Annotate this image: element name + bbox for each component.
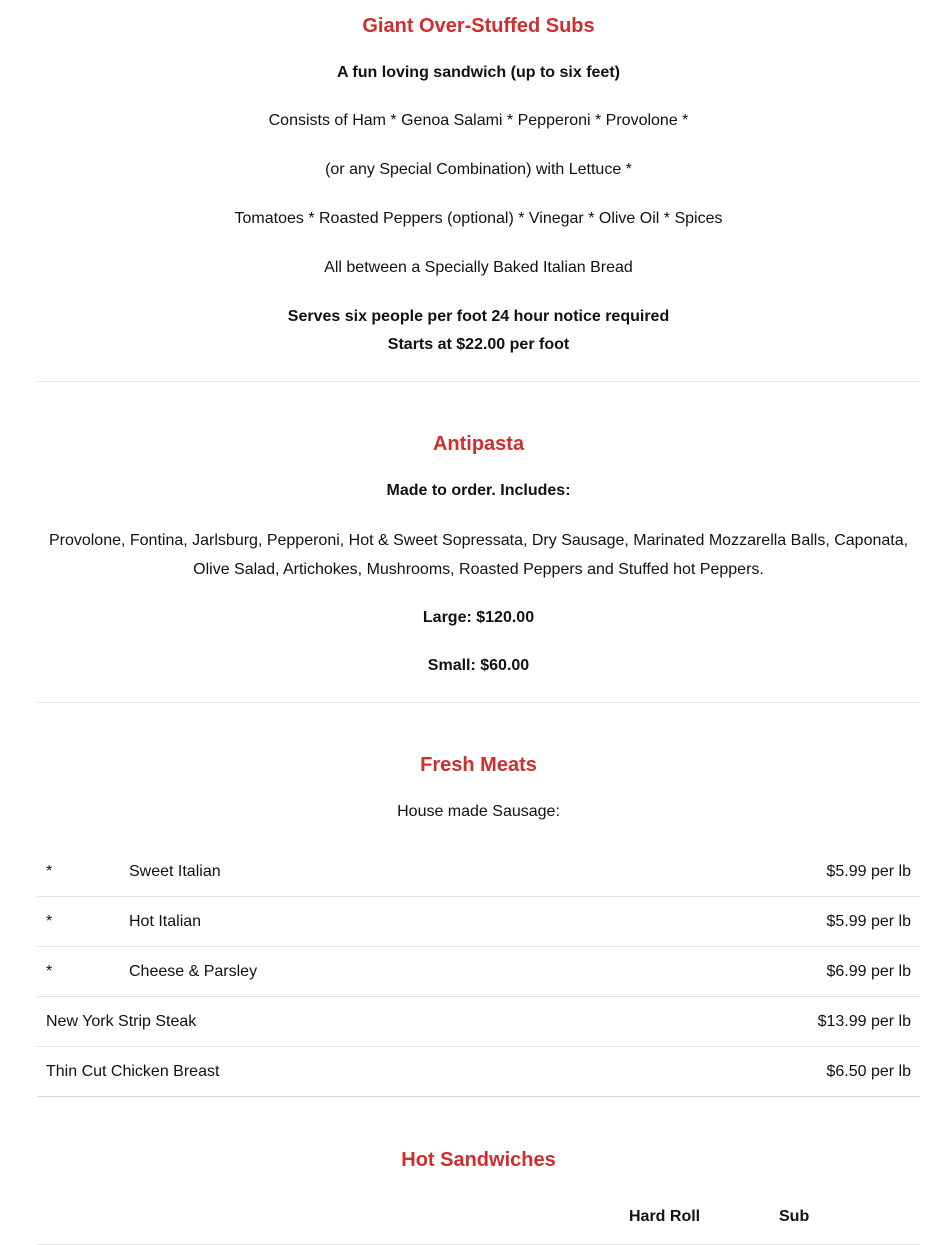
antipasta-ingredients-line-1: Provolone, Fontina, Jarlsburg, Pepperoni, Hot & Sweet Sopressata, Dry Sausage, Marinated Mozzarella Balls, Caponata,	[48, 532, 909, 549]
table-row	[37, 997, 920, 1047]
antipasta-title: Antipasta	[432, 433, 525, 455]
table-row	[37, 897, 920, 947]
sausage-name: Hot Italian	[120, 897, 574, 947]
meats-price-table	[37, 847, 920, 1097]
meats-subtitle: House made Sausage:	[397, 803, 560, 820]
antipasta-divider	[37, 702, 920, 703]
meat-price: $13.99 per lb	[574, 997, 920, 1047]
meat-name: New York Strip Steak	[37, 997, 574, 1047]
sausage-marker: *	[37, 847, 120, 897]
sausage-marker: *	[37, 947, 120, 997]
hot-sandwiches-title: Hot Sandwiches	[401, 1149, 556, 1171]
subs-serves: Serves six people per foot 24 hour notice required	[287, 308, 670, 325]
subs-line-1: Consists of Ham * Genoa Salami * Pepperoni * Provolone *	[268, 112, 689, 129]
subs-title: Giant Over-Stuffed Subs	[362, 15, 595, 37]
column-header-hard-roll: Hard Roll	[629, 1208, 701, 1225]
subs-line-2: (or any Special Combination) with Lettuce *	[325, 161, 632, 178]
sausage-marker: *	[37, 897, 120, 947]
sausage-price: $6.99 per lb	[574, 947, 920, 997]
subs-line-4: All between a Specially Baked Italian Bread	[324, 259, 633, 276]
antipasta-ingredients-line-2: Olive Salad, Artichokes, Mushrooms, Roasted Peppers and Stuffed hot Peppers.	[193, 561, 764, 578]
column-header-sub: Sub	[779, 1208, 810, 1225]
meat-price: $6.50 per lb	[574, 1047, 920, 1097]
subs-price: Starts at $22.00 per foot	[387, 336, 570, 353]
sausage-price: $5.99 per lb	[574, 847, 920, 897]
table-row	[37, 1047, 920, 1097]
antipasta-large-price: Large: $120.00	[422, 609, 535, 626]
subs-line-3: Tomatoes * Roasted Peppers (optional) * Vinegar * Olive Oil * Spices	[234, 210, 723, 227]
table-row	[37, 947, 920, 997]
sausage-name: Sweet Italian	[120, 847, 574, 897]
table-row	[37, 847, 920, 897]
meats-title: Fresh Meats	[420, 754, 537, 776]
antipasta-subtitle: Made to order. Includes:	[386, 482, 571, 499]
sausage-name: Cheese & Parsley	[120, 947, 574, 997]
meat-name: Thin Cut Chicken Breast	[37, 1047, 574, 1097]
hot-sandwiches-header-row	[37, 1194, 920, 1245]
sausage-price: $5.99 per lb	[574, 897, 920, 947]
subs-subtitle: A fun loving sandwich (up to six feet)	[337, 64, 620, 81]
antipasta-small-price: Small: $60.00	[427, 657, 530, 674]
subs-divider	[37, 381, 920, 382]
